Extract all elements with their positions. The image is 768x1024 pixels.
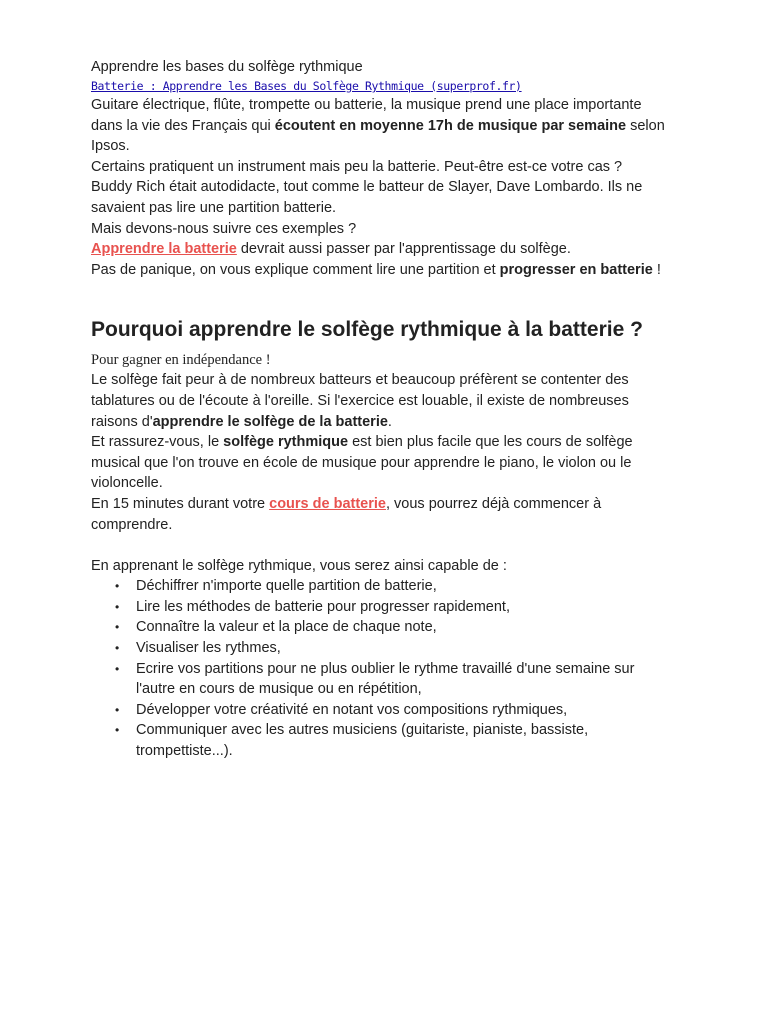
section-subline: Pour gagner en indépendance !	[91, 352, 271, 369]
text-span: devrait aussi passer par l'apprentissage du solfège.	[236, 241, 571, 258]
text-span: En 15 minutes durant votre	[91, 495, 270, 512]
skills-list	[91, 576, 671, 761]
intro-paragraph-6	[91, 260, 671, 281]
list-item	[115, 576, 671, 597]
bullet-icon: •	[115, 599, 120, 614]
source-link[interactable]: Batterie : Apprendre les Bases du Solfège Rythmique (superprof.fr)	[91, 79, 522, 93]
bullet-icon: •	[115, 702, 120, 717]
list-item	[115, 597, 671, 618]
bullet-icon: •	[115, 620, 120, 635]
bold-phrase: solfège rythmique	[223, 434, 349, 451]
list-item-text: Communiquer avec les autres musiciens (guitariste, pianiste, bassiste, trompettiste...).	[136, 722, 589, 760]
list-item-text: Déchiffrer n'importe quelle partition de batterie,	[136, 578, 437, 595]
intro-paragraph-5	[91, 239, 671, 260]
text-span: Pas de panique, on vous explique comment lire une partition et	[91, 261, 500, 278]
list-item-text: Visualiser les rythmes,	[136, 640, 281, 657]
intro-paragraph-1	[91, 95, 671, 157]
list-item-text: Lire les méthodes de batterie pour progresser rapidement,	[136, 598, 510, 615]
bold-phrase: écoutent en moyenne 17h de musique par semaine	[274, 117, 627, 134]
spacer	[91, 535, 671, 556]
document-page	[91, 57, 671, 762]
list-item-text: Développer votre créativité en notant vos compositions rythmiques,	[136, 701, 568, 718]
intro-paragraph-2: Certains pratiquent un instrument mais peu la batterie. Peut-être est-ce votre cas ?	[91, 158, 623, 175]
intro-title: Apprendre les bases du solfège rythmique	[91, 59, 363, 75]
text-span: Guitare électrique, flûte, trompette ou batterie, la musique prend une place importante dans la vie des Français qui	[91, 97, 642, 134]
list-item	[115, 659, 671, 700]
text-span: Le solfège fait peur à de nombreux batteurs et beaucoup préfèrent se contenter des tablatures ou de l'écoute à l'oreille. Si l'exercice est louable, il existe de nombreuses raisons d'	[91, 372, 629, 430]
cours-batterie-link[interactable]: cours de batterie	[269, 495, 386, 512]
list-item	[115, 720, 671, 761]
text-span: !	[652, 261, 661, 278]
text-span: Et rassurez-vous, le	[91, 434, 224, 451]
bullet-icon: •	[115, 579, 120, 594]
text-span: est bien plus facile que les cours de solfège musical que l'on trouve en école de musique pour apprendre le piano, le violon ou le violoncelle.	[91, 434, 633, 492]
intro-paragraph-4: Mais devons-nous suivre ces exemples ?	[91, 220, 357, 237]
list-item	[115, 638, 671, 659]
section-paragraph-3	[91, 494, 671, 535]
section-paragraph-2	[91, 432, 671, 494]
list-item	[115, 617, 671, 638]
text-span: selon Ipsos.	[91, 117, 665, 155]
bullet-icon: •	[115, 723, 120, 738]
bullet-icon: •	[115, 661, 120, 676]
intro-paragraph-3: Buddy Rich était autodidacte, tout comme le batteur de Slayer, Dave Lombardo. Ils ne savaient pas lire une partition batterie.	[91, 179, 643, 216]
bullet-icon: •	[115, 641, 120, 656]
apprendre-batterie-link[interactable]: Apprendre la batterie	[91, 241, 237, 258]
section-heading: Pourquoi apprendre le solfège rythmique à la batterie ?	[91, 318, 643, 342]
bold-phrase: progresser en batterie	[499, 261, 653, 278]
text-span: .	[387, 413, 392, 430]
list-item	[115, 700, 671, 721]
section-paragraph-1	[91, 370, 671, 432]
bold-phrase: apprendre le solfège de la batterie	[152, 413, 388, 430]
list-intro: En apprenant le solfège rythmique, vous serez ainsi capable de :	[91, 557, 507, 574]
list-item-text: Ecrire vos partitions pour ne plus oublier le rythme travaillé d'une semaine sur l'autre en cours de musique ou en répétition,	[136, 660, 635, 698]
text-span: , vous pourrez déjà commencer à comprendre.	[91, 495, 602, 533]
list-item-text: Connaître la valeur et la place de chaque note,	[136, 619, 437, 636]
